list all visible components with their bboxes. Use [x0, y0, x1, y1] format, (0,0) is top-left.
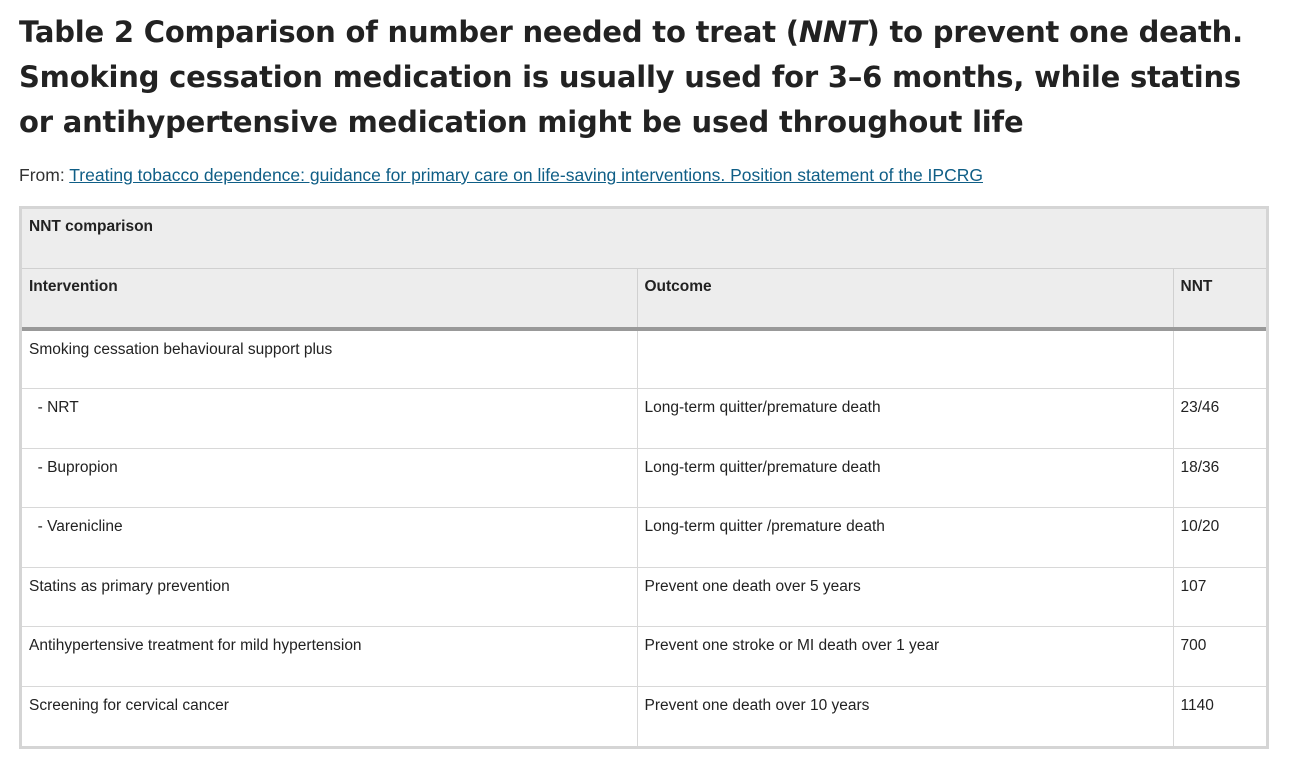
nnt-comparison-table: [22, 209, 1266, 746]
cell-intervention: [22, 389, 637, 449]
table-header-row: [22, 268, 1266, 329]
table-row: [22, 567, 1266, 627]
nnt-table-container: [19, 206, 1269, 749]
source-line: [19, 164, 1269, 186]
table-row: [22, 329, 1266, 389]
cell-nnt: 23/46: [1173, 389, 1266, 449]
cell-nnt: 18/36: [1173, 448, 1266, 508]
cell-outcome: Prevent one death over 5 years: [637, 567, 1173, 627]
title-part-2: ) to prevent one death. Smoking cessation medication is usually used for 3–6 months, while statins or antihypertensive medication might be used throughout life: [19, 15, 1243, 139]
cell-nnt: 700: [1173, 627, 1266, 687]
source-article-link[interactable]: Treating tobacco dependence: guidance for primary care on life-saving interventions. Position statement of the IPCRG: [69, 165, 983, 185]
cell-intervention-text: - Varenicline: [33, 518, 123, 535]
header-intervention: Intervention: [22, 268, 637, 329]
title-nnt-italic: NNT: [798, 15, 867, 49]
table-caption: NNT comparison: [22, 209, 1266, 268]
cell-intervention-text: - Bupropion: [33, 458, 118, 476]
cell-nnt: 1140: [1180, 696, 1214, 714]
cell-outcome: [637, 329, 1173, 389]
cell-intervention-text: - NRT: [33, 399, 79, 416]
cell-nnt: 10/20: [1173, 508, 1266, 568]
cell-outcome: Prevent one stroke or MI death over 1 year: [637, 627, 1173, 687]
table-caption-row: [22, 209, 1266, 268]
cell-outcome: Prevent one death over 10 years: [637, 686, 1173, 746]
table-row: [22, 389, 1266, 449]
table-row: [22, 686, 1266, 746]
cell-intervention: Smoking cessation behavioural support plus: [22, 329, 637, 389]
source-label: From:: [19, 165, 70, 185]
cell-nnt: 107: [1173, 567, 1266, 627]
cell-nnt: [1173, 329, 1266, 389]
cell-outcome: Long-term quitter/premature death: [637, 389, 1173, 449]
page: [19, 10, 1269, 714]
table-title: [19, 10, 1269, 145]
cell-intervention: Screening for cervical cancer: [22, 686, 637, 746]
cell-intervention: [22, 508, 637, 568]
cell-outcome: Long-term quitter/premature death: [637, 448, 1173, 508]
table-row: [22, 508, 1266, 568]
title-part-1: Table 2 Comparison of number needed to treat (: [19, 15, 799, 49]
cell-intervention: [22, 448, 637, 508]
cell-intervention: Statins as primary prevention: [22, 567, 637, 627]
header-nnt: NNT: [1173, 268, 1266, 329]
header-outcome: Outcome: [637, 268, 1173, 329]
cell-outcome: Long-term quitter /premature death: [637, 508, 1173, 568]
table-row: [22, 448, 1266, 508]
table-row: [22, 627, 1266, 687]
cell-intervention: Antihypertensive treatment for mild hypertension: [22, 627, 637, 687]
